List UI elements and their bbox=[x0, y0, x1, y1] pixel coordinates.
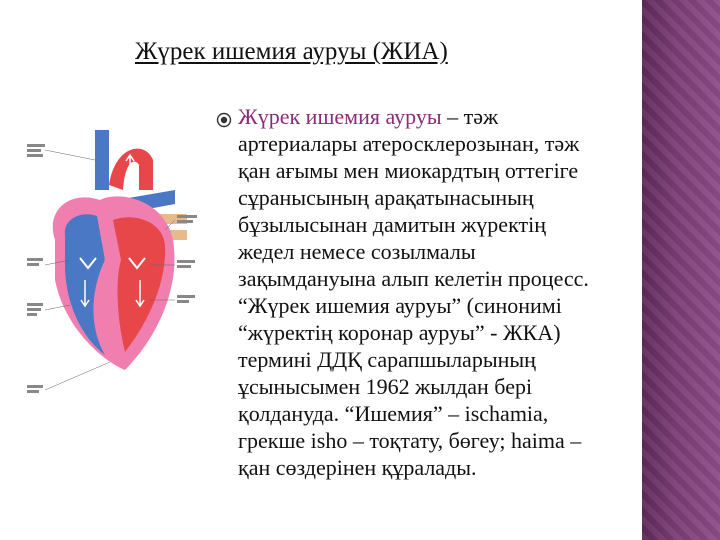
body-line: қан сөздерінен құралады. bbox=[238, 455, 477, 480]
body-line: бұзылысынан дамитын жүректің bbox=[238, 212, 546, 237]
body-line: артериалары атеросклерозынан, тәж bbox=[238, 131, 580, 156]
superior-vena-cava bbox=[95, 130, 109, 190]
body-line: қан ағымы мен миокардтың оттегіге bbox=[238, 158, 579, 183]
bullet-text bbox=[238, 103, 690, 481]
aorta bbox=[109, 149, 153, 190]
heart-illustration bbox=[25, 130, 203, 400]
body-line: грекше isho – тоқтату, бөгеу; haima – bbox=[238, 428, 582, 453]
slide-title: Жүрек ишемия ауруы (ЖИА) bbox=[135, 38, 448, 65]
body-line-1-rest: – тәж bbox=[441, 104, 499, 129]
body-line: жедел немесе созылмалы bbox=[238, 239, 476, 264]
body-line: зақымдануына алып келетін процесс. bbox=[238, 266, 589, 291]
heart-diagram bbox=[25, 130, 203, 400]
body-line: сұранысының арақатынасының bbox=[238, 185, 534, 210]
body-line: “Жүрек ишемия ауруы” (синонимі bbox=[238, 293, 562, 318]
body-line: термині ДДҚ сарапшыларының bbox=[238, 347, 536, 372]
highlighted-term: Жүрек ишемия ауруы bbox=[238, 104, 442, 129]
body-line: “жүректің коронар ауруы” - ЖКА) bbox=[238, 320, 561, 345]
body-line: қолдануда. “Ишемия” – ischamia, bbox=[238, 401, 549, 426]
body-line: ұсынысымен 1962 жылдан бері bbox=[238, 374, 533, 399]
body-line-1 bbox=[238, 103, 690, 130]
target-bullet-icon bbox=[216, 112, 232, 128]
